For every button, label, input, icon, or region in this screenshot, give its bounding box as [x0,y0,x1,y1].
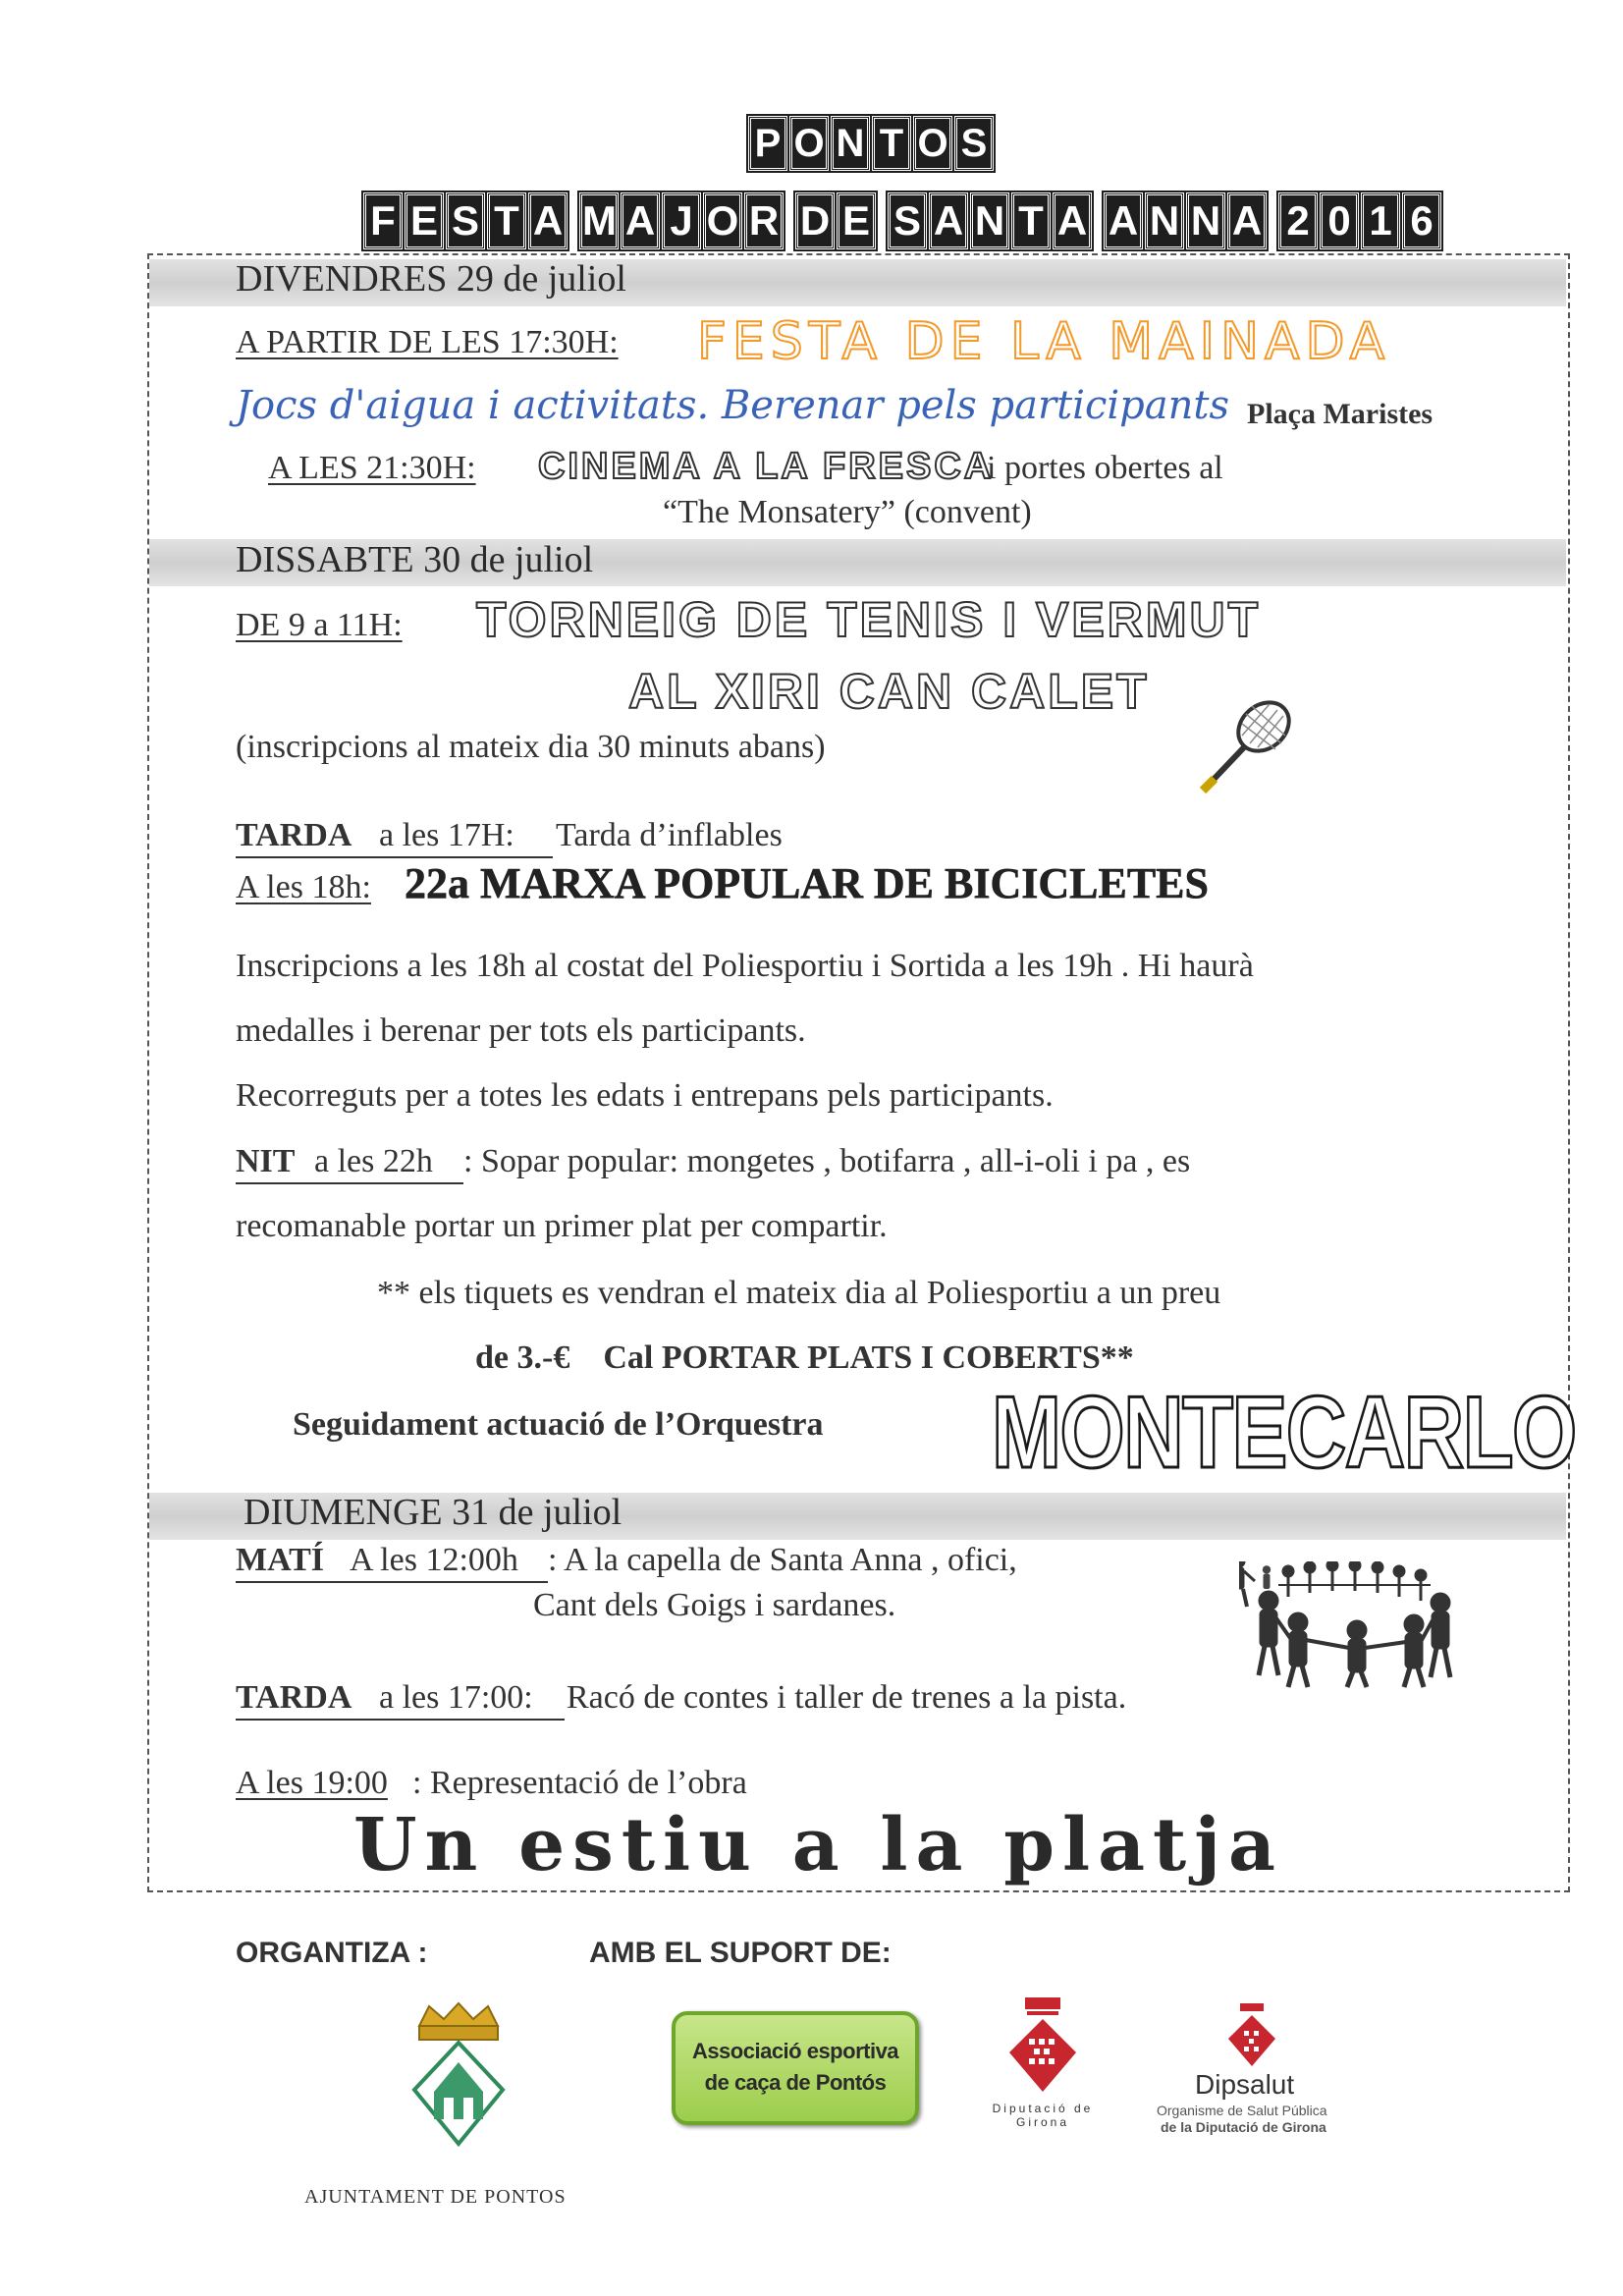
orquestra-name: MONTECARLO [992,1376,1576,1490]
saturday-time-1: DE 9 a 11H: [236,607,403,643]
saturday-tickets-1: ** els tiquets es vendran el mateix dia al Poliesportiu a un preu [377,1275,1221,1311]
saturday-tickets-2: de 3.-€ Cal PORTAR PLATS I COBERTS** [475,1339,1134,1376]
title-letter: N [831,116,870,171]
friday-event-1-detail: Jocs d'aigua i activitats. Berenar pels participants [236,383,1229,428]
footer-suport: AMB EL SUPORT DE: [589,1937,892,1969]
friday-time-2: A LES 21:30H: [268,450,476,486]
title-letter: S [954,116,994,171]
obra-title: Un estiu a la platja [353,1803,1283,1887]
sunday-mati-time: A les 12:00h [350,1542,518,1578]
footer-organitza: ORGANTIZA : [236,1937,428,1969]
title-pontos [748,116,996,171]
friday-event-1-place: Plaça Maristes [1247,398,1434,430]
sunday-mati-text: : A la capella de Santa Anna , ofici, [548,1542,1017,1578]
associacio-caza-line1: Associació esportiva [691,2039,899,2063]
day-title-sunday: DIUMENGE 31 de juliol [243,1492,622,1533]
people-circle-icon [1239,1561,1475,1689]
saturday-event-1-line2: AL XIRI CAN CALET [628,664,1150,719]
saturday-tarda-label: TARDA [236,817,352,853]
saturday-orquestra: Seguidament actuació de l’Orquestra [293,1406,824,1443]
dipsalut-sub1: Organisme de Salut Pública [1157,2103,1327,2118]
sunday-mati-underline [236,1581,548,1583]
saturday-bike-p3: Recorreguts per a totes les edats i entrepans pels participants. [236,1077,1054,1114]
saturday-bike-p2: medalles i berenar per tots els participants. [236,1012,806,1049]
dipsalut-title: Dipsalut [1195,2069,1295,2100]
title-letter: T [872,116,911,171]
saturday-bike-p1: Inscripcions a les 18h al costat del Poliesportiu i Sortida a les 19h . Hi haurà [236,948,1254,984]
saturday-nit-underline [236,1182,463,1184]
associacio-caza-logo [672,2011,919,2125]
diputacio-girona-text: Diputació de Girona [992,2102,1094,2129]
friday-time-1: A PARTIR DE LES 17:30H: [236,324,619,360]
saturday-nit-label: NIT [236,1143,296,1179]
saturday-bike-title: 22a MARXA POPULAR DE BICICLETES [405,859,1209,907]
saturday-nit-time: a les 22h [314,1143,433,1179]
sunday-mati-label: MATÍ [236,1542,325,1578]
title-letter: O [789,116,829,171]
dipsalut-logo [1224,2001,1279,2068]
saturday-nit-text: : Sopar popular: mongetes , botifarra , all-i-oli i pa , es [463,1143,1191,1179]
sunday-tarda-time: a les 17:00: [379,1679,533,1716]
sunday-obra-text: : Representació de l’obra [412,1765,747,1801]
sunday-mati-text-2: Cant dels Goigs i sardanes. [533,1587,896,1623]
tennis-racket-icon [1193,692,1301,800]
friday-event-2-line2: “The Monsatery” (convent) [663,494,1032,530]
title-letter: O [913,116,952,171]
saturday-tarda-text: Tarda d’inflables [556,817,783,853]
saturday-nit-text-2: recomanable portar un primer plat per compartir. [236,1208,888,1244]
friday-event-2: CINEMA A LA FRESCA [538,446,995,487]
day-title-friday: DIVENDRES 29 de juliol [236,258,626,300]
day-title-saturday: DISSABTE 30 de juliol [236,539,594,580]
saturday-event-1-note: (inscripcions al mateix dia 30 minuts abans) [236,729,826,765]
ajuntament-pontos: AJUNTAMENT DE PONTOS [304,2186,567,2208]
saturday-bike-time: A les 18h: [236,869,371,905]
ajuntament-shield-logo [405,2001,513,2149]
friday-event-2-rest: i portes obertes al [987,450,1223,486]
friday-event-1: FESTA DE LA MAINADA [697,312,1391,371]
title-festa-major: F E S T A M A J O R D E S A N T A A N N A 2 0 1 6 [363,192,1443,249]
sunday-tarda-text: Racó de contes i taller de trenes a la pista. [567,1679,1127,1716]
sunday-obra-time: A les 19:00 [236,1765,388,1801]
title-letter: P [748,116,787,171]
sunday-tarda-underline [236,1719,565,1721]
saturday-event-1-line1: TORNEIG DE TENIS I VERMUT [476,592,1262,647]
diputacio-girona-logo [1003,1994,1082,2104]
dipsalut-sub2: de la Diputació de Girona [1161,2119,1326,2135]
saturday-tarda-time: a les 17H: [379,817,514,853]
associacio-caza-line2: de caça de Pontós [704,2070,887,2095]
sunday-tarda-label: TARDA [236,1679,352,1716]
